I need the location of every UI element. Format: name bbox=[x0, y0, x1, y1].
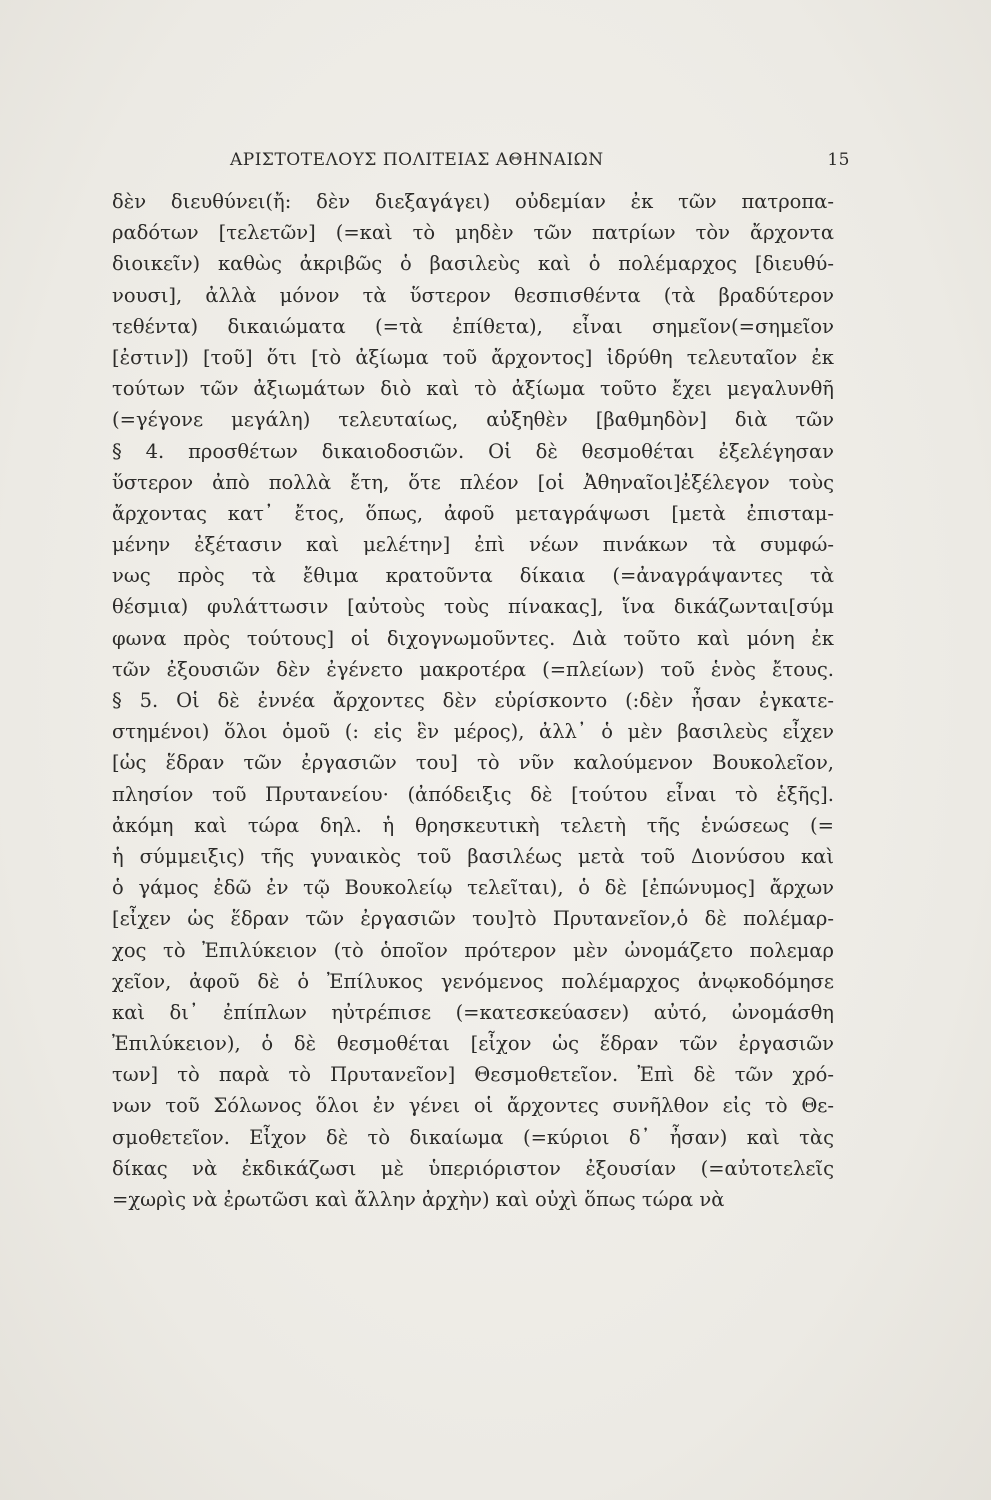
text-line: (=γέγονε μεγάλη) τελευταίως, αὐξηθὲν [βαθμηδὸν] διὰ τῶν bbox=[112, 408, 834, 432]
text-line: νως πρὸς τὰ ἔθιμα κρατοῦντα δίκαια (=ἀναγράψαντες τὰ bbox=[112, 564, 834, 588]
text-line: νων τοῦ Σόλωνος ὅλοι ἐν γένει οἱ ἄρχοντες συνῆλθον εἰς τὸ Θε- bbox=[112, 1094, 834, 1118]
text-line: [ὡς ἕδραν τῶν ἐργασιῶν του] τὸ νῦν καλούμενον Βουκολεῖον, bbox=[112, 751, 834, 775]
text-line: ὕστερον ἀπὸ πολλὰ ἔτη, ὅτε πλέον [οἱ Ἀθηναῖοι]ἐξέλεγον τοὺς bbox=[112, 470, 834, 494]
text-line: των] τὸ παρὰ τὸ Πρυτανεῖον] Θεσμοθετεῖον. Ἐπὶ δὲ τῶν χρό- bbox=[112, 1063, 834, 1087]
page-number: 15 bbox=[827, 150, 850, 170]
text-line: ἄρχοντας κατ᾽ ἔτος, ὅπως, ἀφοῦ μεταγράψωσι [μετὰ ἐπισταμ- bbox=[112, 501, 834, 525]
text-line: τούτων τῶν ἀξιωμάτων διὸ καὶ τὸ ἀξίωμα τοῦτο ἔχει μεγαλυνθῆ bbox=[112, 377, 834, 401]
text-line: ραδότων [τελετῶν] (=καὶ τὸ μηδὲν τῶν πατρίων τὸν ἄρχοντα bbox=[112, 221, 834, 245]
body-text bbox=[112, 186, 834, 1215]
text-line: στημένοι) ὅλοι ὁμοῦ (: εἰς ἓν μέρος), ἀλλ᾽ ὁ μὲν βασιλεὺς εἶχεν bbox=[112, 720, 834, 744]
text-line: χος τὸ Ἐπιλύκειον (τὸ ὁποῖον πρότερον μὲν ὠνομάζετο πολεμαρ bbox=[112, 938, 834, 962]
text-line: ὁ γάμος ἐδῶ ἐν τῷ Βουκολείῳ τελεῖται), ὁ δὲ [ἐπώνυμος] ἄρχων bbox=[112, 876, 834, 900]
text-line: σμοθετεῖον. Εἶχον δὲ τὸ δικαίωμα (=κύριοι δ᾽ ἦσαν) καὶ τὰς bbox=[112, 1125, 834, 1149]
text-line: [εἶχεν ὡς ἕδραν τῶν ἐργασιῶν του]τὸ Πρυτανεῖον,ὁ δὲ πολέμαρ- bbox=[112, 907, 834, 931]
header-title: ΑΡΙΣΤΟΤΕΛΟΥΣ ΠΟΛΙΤΕΙΑΣ ΑΘΗΝΑΙΩΝ bbox=[230, 150, 604, 170]
text-line: μένην ἐξέτασιν καὶ μελέτην] ἐπὶ νέων πινάκων τὰ συμφώ- bbox=[112, 533, 834, 557]
text-line: =χωρὶς νὰ ἐρωτῶσι καὶ ἄλλην ἀρχὴν) καὶ οὐχὶ ὅπως τώρα νὰ bbox=[112, 1188, 725, 1211]
text-line: δὲν διευθύνει(ἤ: δὲν διεξαγάγει) οὐδεμίαν ἐκ τῶν πατροπα- bbox=[112, 190, 834, 213]
text-line: Ἐπιλύκειον), ὁ δὲ θεσμοθέται [εἶχον ὡς ἕδραν τῶν ἐργασιῶν bbox=[112, 1032, 834, 1056]
text-line: § 4. προσθέτων δικαιοδοσιῶν. Οἱ δὲ θεσμοθέται ἐξελέγησαν bbox=[112, 439, 834, 463]
text-line: θέσμια) φυλάττωσιν [αὐτοὺς τοὺς πίνακας], ἵνα δικάζωνται[σύμ bbox=[112, 595, 834, 619]
text-line: φωνα πρὸς τούτους] οἱ διχογνωμοῦντες. Διὰ τοῦτο καὶ μόνη ἐκ bbox=[112, 626, 834, 650]
text-line: χεῖον, ἀφοῦ δὲ ὁ Ἐπίλυκος γενόμενος πολέμαρχος ἀνῳκοδόμησε bbox=[112, 969, 834, 993]
text-line: πλησίον τοῦ Πρυτανείου· (ἀπόδειξις δὲ [τούτου εἶναι τὸ ἑξῆς]. bbox=[112, 782, 834, 806]
text-line: τῶν ἐξουσιῶν δὲν ἐγένετο μακροτέρα (=πλείων) τοῦ ἑνὸς ἔτους. bbox=[112, 657, 834, 681]
text-line: ἀκόμη καὶ τώρα δηλ. ἡ θρησκευτικὴ τελετὴ τῆς ἑνώσεως (= bbox=[112, 813, 834, 837]
text-line: [ἐστιν]) [τοῦ] ὅτι [τὸ ἀξίωμα τοῦ ἄρχοντος] ἱδρύθη τελευταῖον ἐκ bbox=[112, 345, 834, 369]
text-line: καὶ δι᾽ ἐπίπλων ηὐτρέπισε (=κατεσκεύασεν) αὐτό, ὠνομάσθη bbox=[112, 1000, 834, 1024]
text-line: τεθέντα) δικαιώματα (=τὰ ἐπίθετα), εἶναι σημεῖον(=σημεῖον bbox=[112, 314, 834, 338]
text-line: δίκας νὰ ἐκδικάζωσι μὲ ὑπεριόριστον ἐξουσίαν (=αὐτοτελεῖς bbox=[112, 1156, 834, 1180]
text-line: νουσι], ἀλλὰ μόνον τὰ ὕστερον θεσπισθέντα (τὰ βραδύτερον bbox=[112, 283, 834, 307]
text-line: ἡ σύμμειξις) τῆς γυναικὸς τοῦ βασιλέως μετὰ τοῦ Διονύσου καὶ bbox=[112, 844, 834, 868]
text-line: διοικεῖν) καθὼς ἀκριβῶς ὁ βασιλεὺς καὶ ὁ πολέμαρχος [διευθύ- bbox=[112, 252, 834, 276]
text-line: § 5. Οἱ δὲ ἐννέα ἄρχοντες δὲν εὑρίσκοντο (:δὲν ἦσαν ἐγκατε- bbox=[112, 689, 834, 712]
